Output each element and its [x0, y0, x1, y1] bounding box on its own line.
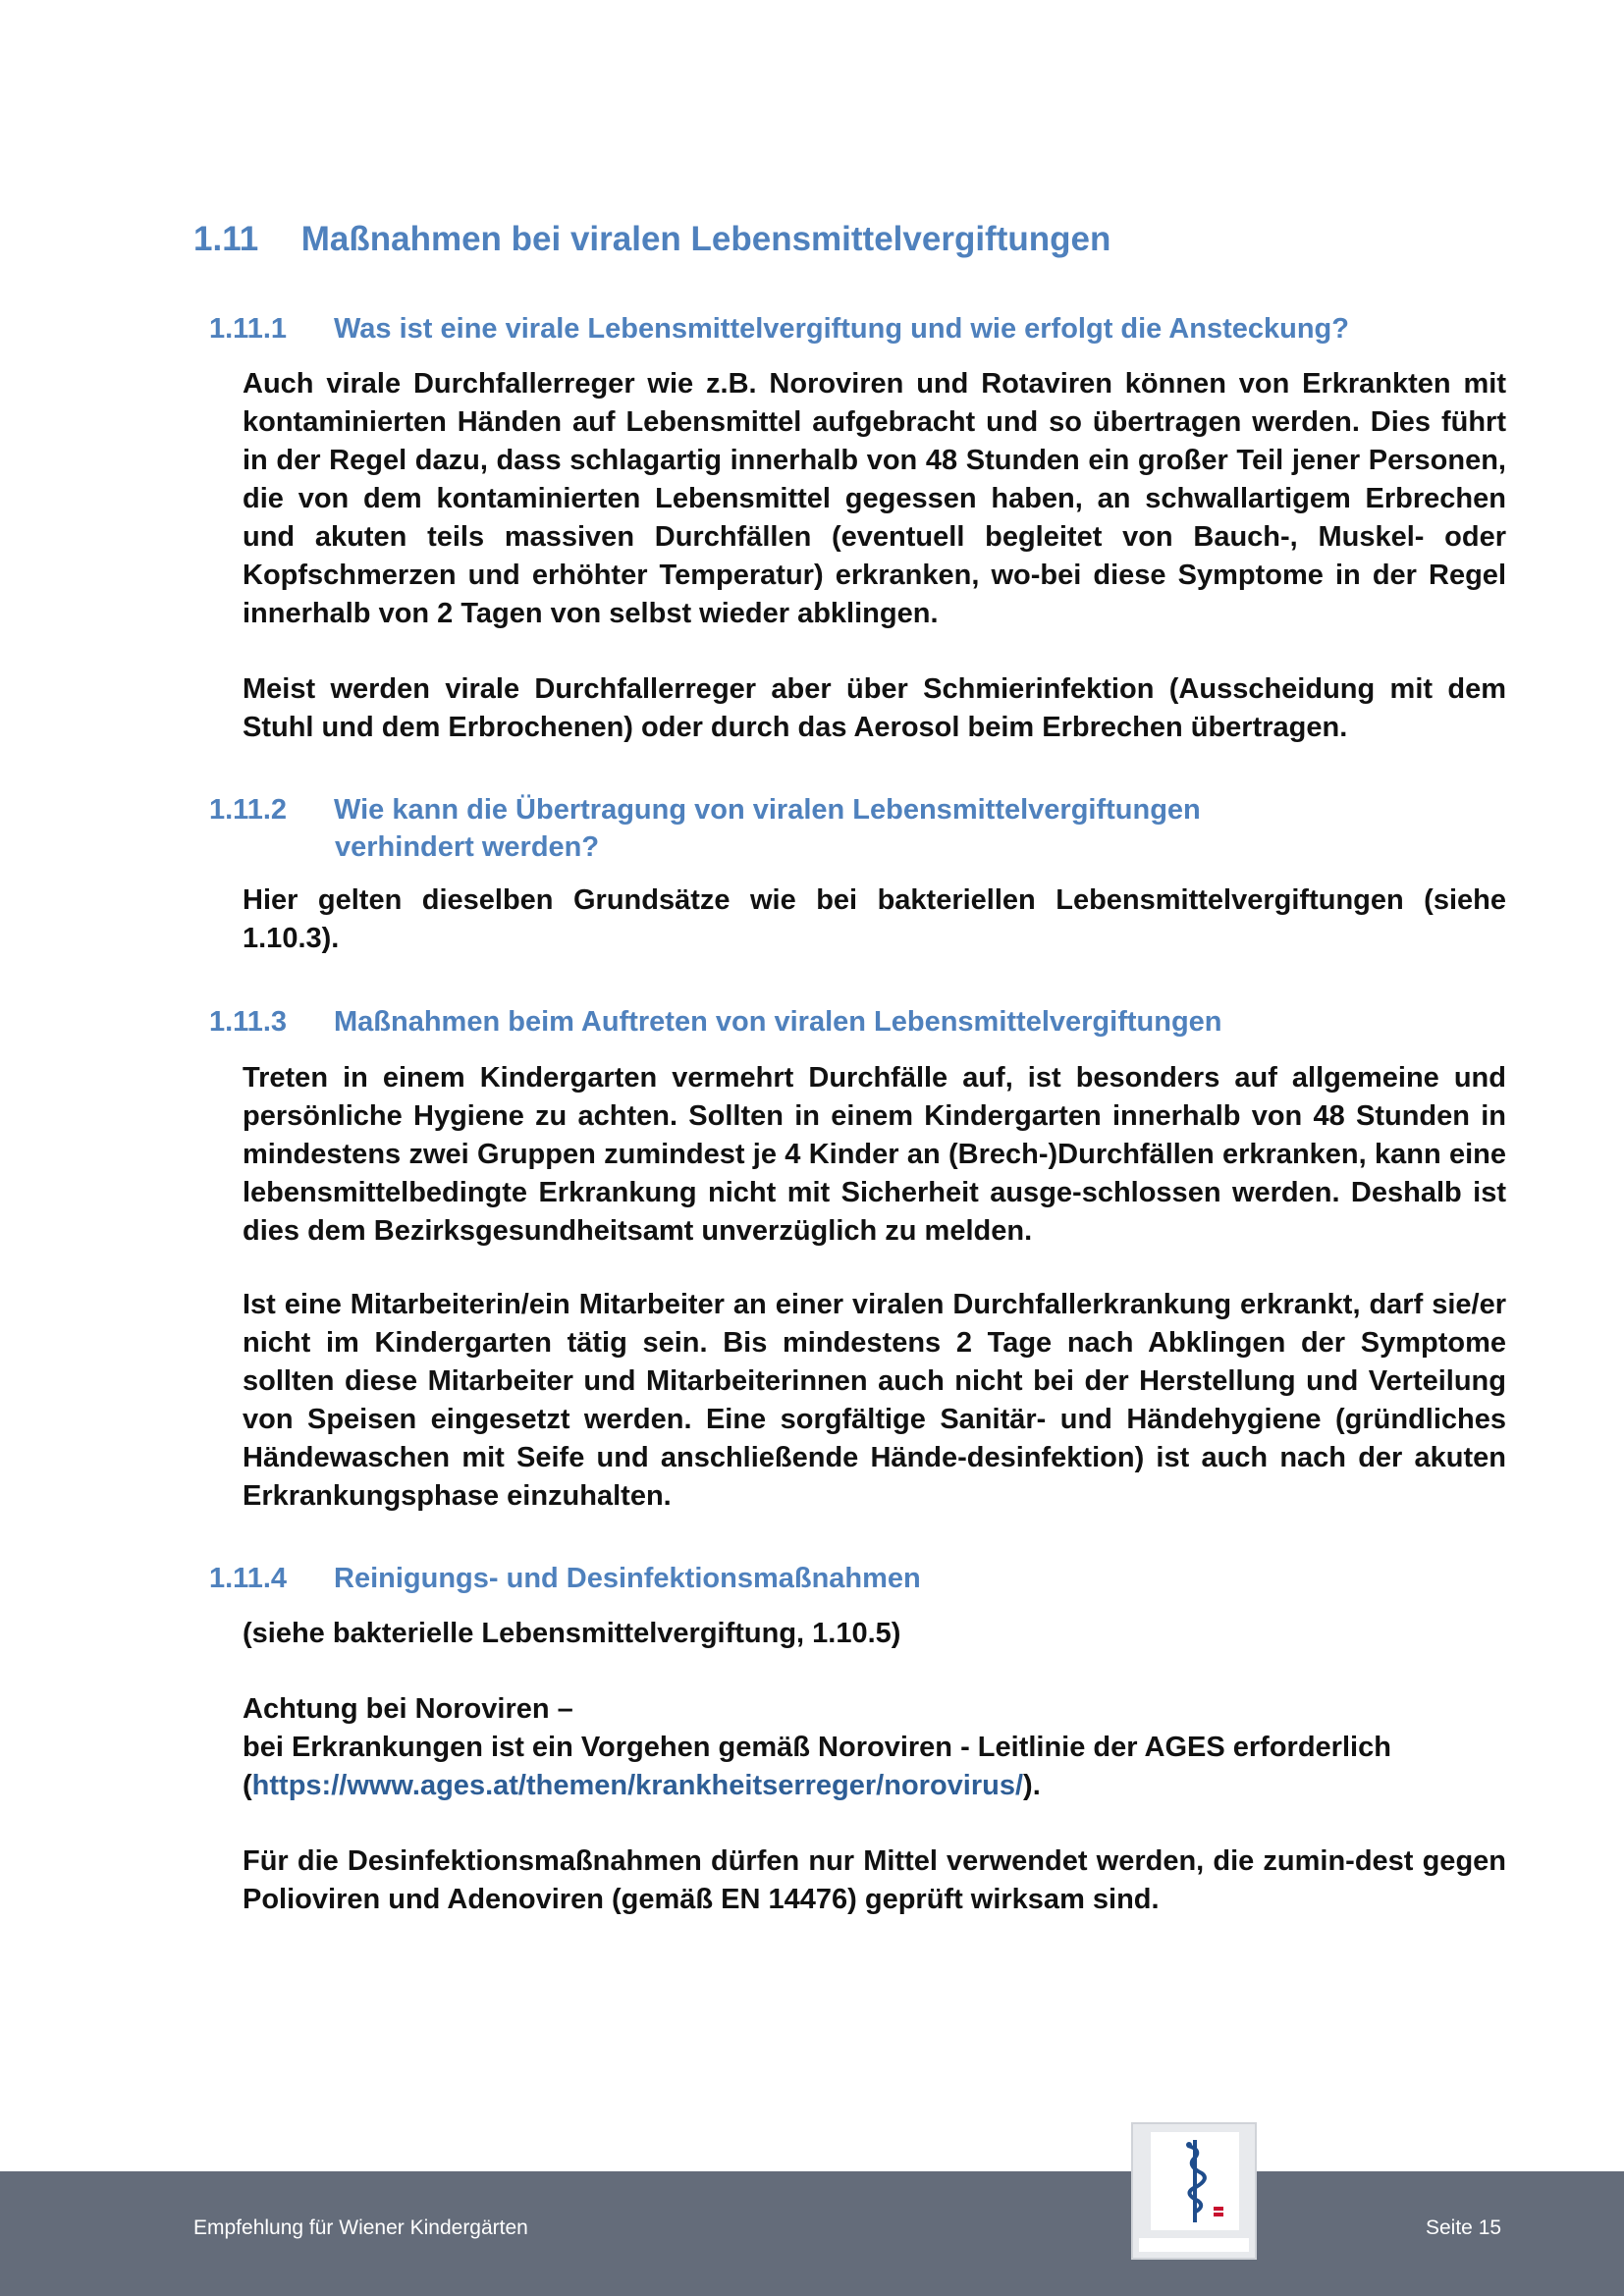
- paragraph: Ist eine Mitarbeiterin/ein Mitarbeiter an einer viralen Durchfallerkrankung erkrankt, darf sie/er nicht im Kindergarten tätig sein. Bis mindestens 2 Tage nach Abklingen der Symptome sollten diese Mitarbeiter und Mitarbeiterinnen auch nicht bei der Herstellung und Verteilung von Speisen eingesetzt werden. Eine sorgfältige Sanitär- und Händehygiene (gründliches Händewaschen mit Seife und anschließende Hände-desinfektion) ist auch nach der akuten Erkrankungsphase einzuhalten.: [243, 1289, 1506, 1512]
- subsection-number: 1.11.3: [209, 1006, 288, 1038]
- subsection-title-continued: verhindert werden?: [335, 831, 600, 863]
- paragraph: Meist werden virale Durchfallerreger aber über Schmierinfektion (Ausscheidung mit dem Stuhl und dem Erbrochenen) oder durch das Aerosol beim Erbrechen übertragen.: [243, 673, 1506, 743]
- paragraph: Für die Desinfektionsmaßnahmen dürfen nur Mittel verwendet werden, die zumin-dest gegen Polioviren und Adenoviren (gemäß EN 14476) geprüft wirksam sind.: [243, 1845, 1506, 1915]
- text-run: ).: [1023, 1770, 1041, 1801]
- subsection-number: 1.11.2: [209, 794, 288, 826]
- subsection-heading-1: [209, 310, 1349, 347]
- paragraph: Hier gelten dieselben Grundsätze wie bei bakteriellen Lebensmittelvergiftungen (siehe 1.10.3).: [243, 884, 1506, 954]
- ages-norovirus-link[interactable]: https://www.ages.at/themen/krankheitserreger/norovirus/: [251, 1770, 1024, 1801]
- section-heading: [193, 220, 1110, 259]
- page-number: Seite 15: [1426, 2216, 1502, 2239]
- paragraph: [243, 365, 1506, 633]
- bold-text: Noroviren und Rotaviren: [769, 368, 1112, 400]
- logo: [1131, 2122, 1257, 2260]
- subsection-heading-4: [209, 1560, 921, 1597]
- text-run: können von Erkrankten mit kontaminierten Händen auf Lebensmittel aufgebracht und so übertragen werden. Dies führt in der Regel dazu, dass schlagartig innerhalb von 48 Stunden ein großer Teil jener Personen, die von dem kontaminierten Lebensmittel gegessen haben, an schwallartigem Erbrechen und akuten teils massiven Durchfällen (eventuell begleitet von Bauch-, Muskel- oder Kopfschmerzen und erhöhter Temperatur) erkranken, wo-bei diese Symptome in der Regel innerhalb von 2 Tagen von selbst wieder abklingen.: [243, 368, 1506, 629]
- footer-title: Empfehlung für Wiener Kindergärten: [193, 2216, 528, 2239]
- warning-title: Achtung bei Noroviren –: [243, 1693, 573, 1725]
- paragraph: Treten in einem Kindergarten vermehrt Durchfälle auf, ist besonders auf allgemeine und persönliche Hygiene zu achten. Sollten in einem Kindergarten innerhalb von 48 Stunden in mindestens zwei Gruppen zumindest je 4 Kinder an (Brech-)Durchfällen erkranken, kann eine lebensmittelbedingte Erkrankung nicht mit Sicherheit ausge-schlossen werden. Deshalb ist dies dem Bezirksgesundheitsamt unverzüglich zu melden.: [243, 1062, 1506, 1247]
- subsection-heading-2: [209, 791, 1201, 866]
- text-run: (: [243, 1770, 252, 1801]
- section-title: Maßnahmen bei viralen Lebensmittelvergiftungen: [300, 220, 1111, 258]
- subsection-heading-3: [209, 1003, 1222, 1041]
- subsection-title: Maßnahmen beim Auftreten von viralen Lebensmittelvergiftungen: [334, 1006, 1222, 1038]
- paragraph: (siehe bakterielle Lebensmittelvergiftung, 1.10.5): [243, 1618, 901, 1649]
- staff-of-asclepius-icon: [1151, 2132, 1239, 2230]
- section-number: 1.11: [193, 220, 259, 258]
- subsection-number: 1.11.1: [209, 313, 288, 345]
- subsection-title: Wie kann die Übertragung von viralen Lebensmittelvergiftungen: [334, 794, 1201, 826]
- subsection-number: 1.11.4: [209, 1563, 288, 1594]
- subsection-title: Was ist eine virale Lebensmittelvergiftung und wie erfolgt die Ansteckung?: [334, 313, 1349, 345]
- logo-bar: [1139, 2238, 1249, 2252]
- subsection-title: Reinigungs- und Desinfektionsmaßnahmen: [334, 1563, 921, 1594]
- warning-text: bei Erkrankungen ist ein Vorgehen gemäß Noroviren - Leitlinie der AGES erforderlich: [243, 1732, 1391, 1763]
- warning-block: [243, 1690, 1506, 1805]
- text-run: Auch virale Durchfallerreger wie z.B.: [243, 368, 770, 400]
